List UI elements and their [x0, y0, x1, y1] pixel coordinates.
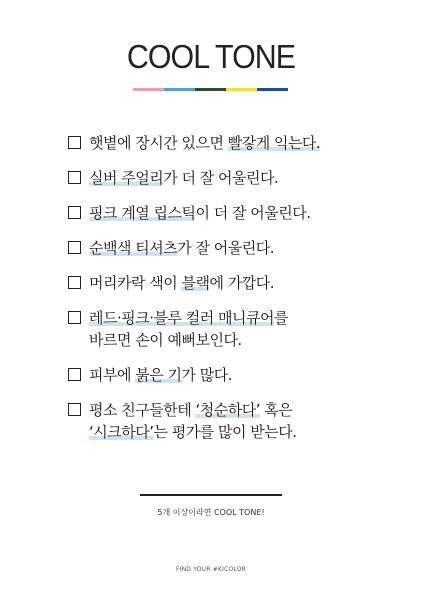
item-text-segment: 를	[273, 309, 288, 327]
highlighted-text: 순백색 티셔츠	[89, 239, 178, 257]
checklist-item-text	[89, 132, 320, 154]
highlighted-text: ‘청순하다’	[195, 401, 260, 419]
color-swatch-4	[226, 88, 257, 91]
highlighted-text: ‘시크하다’	[89, 423, 154, 441]
checklist-item-text	[89, 307, 288, 351]
checkbox[interactable]	[68, 206, 81, 219]
highlighted-text: 핑크 계열 립스틱	[89, 204, 196, 222]
checkbox[interactable]	[68, 311, 81, 324]
page-title: COOL TONE	[126, 38, 296, 75]
checklist-item-text	[89, 399, 296, 443]
highlighted-text: 레드·핑크·블루 컬러 매니큐어	[89, 309, 274, 327]
checklist-item-text	[89, 272, 274, 294]
checkbox[interactable]	[68, 276, 81, 289]
highlighted-text: 붉은 기	[135, 366, 182, 384]
checkbox[interactable]	[68, 241, 81, 254]
checklist-item	[68, 237, 388, 259]
item-text-segment: 햇볕에 장시간 있으면	[89, 134, 228, 152]
checkbox[interactable]	[68, 368, 81, 381]
checklist-item	[68, 272, 388, 294]
checklist-item	[68, 399, 388, 443]
color-swatch-1	[133, 88, 164, 91]
checklist-item	[68, 132, 388, 154]
checklist-item	[68, 307, 388, 351]
footer-text: 5개 이상이라면 COOL TONE!	[157, 508, 265, 517]
highlighted-text: 빨갛게 익는다.	[227, 134, 321, 152]
checkbox[interactable]	[68, 171, 81, 184]
highlighted-text: 실버 주얼리	[89, 169, 164, 187]
checklist	[68, 132, 388, 456]
item-text-segment: 가 많다.	[181, 366, 233, 384]
checkbox[interactable]	[68, 403, 81, 416]
color-swatch-2	[164, 88, 195, 91]
checklist-item-text	[89, 167, 278, 189]
checklist-item	[68, 202, 388, 224]
checklist-item-text	[89, 202, 310, 224]
brand-text: FIND YOUR #KICOLOR	[175, 566, 247, 573]
item-text-segment: 평소 친구들한테	[89, 401, 196, 419]
item-text-segment: 가 잘 어울린다.	[177, 239, 274, 257]
checkbox[interactable]	[68, 136, 81, 149]
item-text-segment: 바르면 손이 예뻐보인다.	[89, 331, 242, 349]
checklist-item-text	[89, 364, 232, 386]
footer-rule	[140, 494, 282, 496]
item-text-segment: 머리카락 색이	[89, 274, 182, 292]
item-text-segment: 이 더 잘 어울린다.	[195, 204, 311, 222]
checklist-item	[68, 364, 388, 386]
item-text-segment: 피부에	[89, 366, 136, 384]
color-bar	[133, 88, 288, 91]
highlighted-text: 블랙	[181, 274, 210, 292]
item-text-segment: 혹은	[259, 401, 293, 419]
color-swatch-5	[257, 88, 288, 91]
color-swatch-3	[195, 88, 226, 91]
item-text-segment: 에 가깝다.	[209, 274, 274, 292]
checklist-item	[68, 167, 388, 189]
checklist-item-text	[89, 237, 274, 259]
item-text-segment: 는 평가를 많이 받는다.	[153, 423, 297, 441]
item-text-segment: 가 더 잘 어울린다.	[163, 169, 279, 187]
